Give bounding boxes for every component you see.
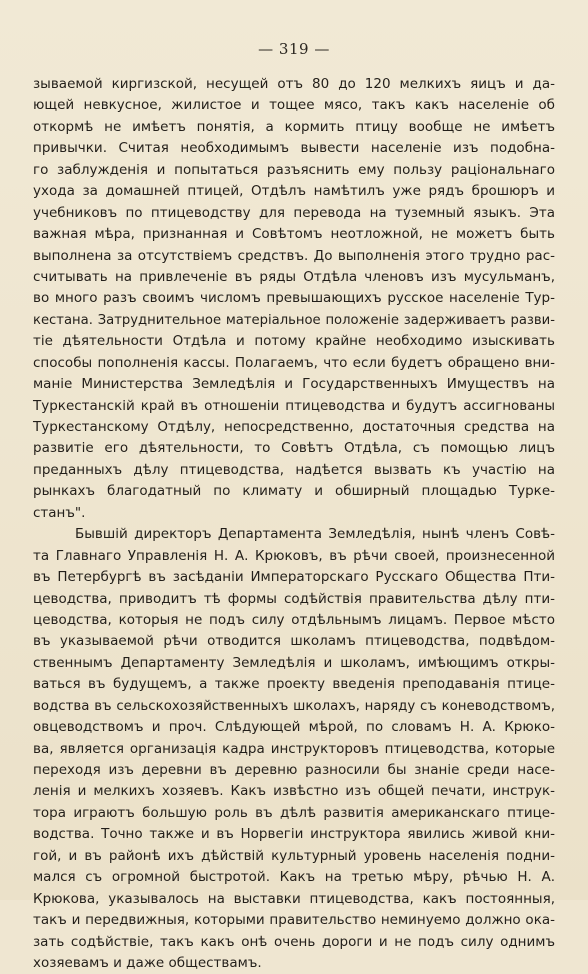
text-line: водства въ сельскохозяйственныхъ школахъ, наряду съ коневодствомъ, — [33, 698, 555, 714]
text-line: тора играютъ большую роль въ дѣлѣ развитія американскаго птице- — [33, 804, 555, 821]
text-line: Туркестанскій край въ отношеніи птицеводства и будутъ ассигнованы — [33, 397, 555, 414]
text-line: ленія и мелкихъ хозяевъ. Какъ извѣстно изъ общей печати, инструк- — [33, 783, 555, 800]
text-line: преданныхъ дѣлу птицеводства, надѣется вызвать къ участію на — [33, 461, 555, 478]
text-line: цеводства, которыя не подъ силу отдѣльнымъ лицамъ. Первое мѣсто — [33, 611, 555, 628]
text-line: ющей невкусное, жилистое и тощее мясо, такъ какъ населеніе об — [33, 97, 555, 114]
text-line: учебниковъ по птицеводству для перевода на туземный языкъ. Эта — [33, 204, 555, 221]
text-line: Туркестанскому Отдѣлу, непосредственно, достаточныя средства на — [33, 419, 555, 435]
text-line: тіе дѣятельности Отдѣла и потому крайне необходимо изыскивать — [33, 333, 555, 350]
text-line: во много разъ своимъ числомъ превышающихъ русское населеніе Тур- — [33, 290, 555, 307]
text-line: Крюкова, указывалось на выставки птицеводства, какъ постоянныя, — [33, 890, 555, 907]
text-line: способы пополненія кассы. Полагаемъ, что если будетъ обращено вни- — [33, 354, 555, 371]
text-line: ва, является организація кадра инструкторовъ птицеводства, которые — [33, 740, 555, 757]
paragraph-end-line: станъ". — [33, 504, 86, 521]
text-line: рынкахъ благодатный по климату и обширный площадью Турке- — [33, 483, 555, 500]
text-line: считывать на привлеченіе въ ряды Отдѣла членовъ изъ мусульманъ, — [33, 268, 555, 285]
text-line: откормѣ не имѣетъ понятія, а кормить птицу вообще не имѣетъ — [33, 118, 555, 135]
text-line: гой, и въ районѣ ихъ дѣйствій культурный уровень населенія подни- — [33, 847, 555, 864]
text-line: ственнымъ Департаменту Земледѣлія и школамъ, имѣющимъ откры- — [33, 654, 555, 671]
text-line: въ указываемой рѣчи отводится школамъ птицеводства, подвѣдом- — [33, 633, 555, 650]
text-line: ухода за домашней птицей, Отдѣлъ намѣтилъ уже рядъ брошюръ и — [33, 183, 555, 200]
body-text — [33, 74, 555, 974]
page-number: — 319 — — [258, 40, 330, 58]
text-line: кестана. Затруднительное матеріальное положеніе задерживаетъ разви- — [33, 312, 555, 328]
paragraph-first-line: Бывшій директоръ Департамента Земледѣлія, нынѣ членъ Совѣ- — [75, 526, 555, 543]
text-line: та Главнаго Управленія Н. А. Крюковъ, въ рѣчи своей, произнесенной — [33, 547, 555, 564]
text-line: водства. Точно также и въ Норвегіи инструктора явились живой кни- — [33, 826, 555, 843]
text-line: зать содѣйствіе, такъ какъ онѣ очень дороги и не подъ силу однимъ — [33, 933, 555, 950]
paragraph-end-line: хозяевамъ и даже обществамъ. — [33, 954, 262, 971]
text-line: развитіе его дѣятельности, то Совѣтъ Отдѣла, съ помощью лицъ — [33, 440, 555, 457]
text-line: цеводства, приводитъ тѣ формы содѣйствія правительства дѣлу пти- — [33, 590, 555, 607]
text-line: такъ и передвижныя, которыми правительство неминуемо должно ока- — [33, 912, 555, 929]
text-line: ваться въ будущемъ, а также проекту введенія преподаванія птице- — [33, 676, 555, 693]
text-line: переходя изъ деревни въ деревню разносили бы знаніе среди насе- — [33, 762, 555, 778]
text-line: въ Петербургѣ въ засѣданіи Императорскаго Русскаго Общества Пти- — [33, 569, 555, 586]
text-line: го заблужденія и попытаться разъяснить ему пользу раціональнаго — [33, 161, 555, 178]
text-line: маніе Министерства Земледѣлія и Государственныхъ Имуществъ на — [33, 376, 555, 393]
text-line: мался съ огромной быстротой. Какъ на третью мѣру, рѣчью Н. А. — [33, 869, 555, 886]
text-line: привычки. Считая необходимымъ вывести населеніе изъ подобна- — [33, 140, 555, 157]
text-line: зываемой киргизской, несущей отъ 80 до 120 мелкихъ яицъ и да- — [33, 76, 555, 92]
text-line: выполнена за отсутствіемъ средствъ. До выполненія этого трудно рас- — [33, 247, 555, 264]
text-line: важная мѣра, признанная и Совѣтомъ неотложной, не можетъ быть — [33, 226, 555, 243]
text-line: овцеводствомъ и проч. Слѣдующей мѣрой, по словамъ Н. А. Крюко- — [33, 719, 555, 736]
